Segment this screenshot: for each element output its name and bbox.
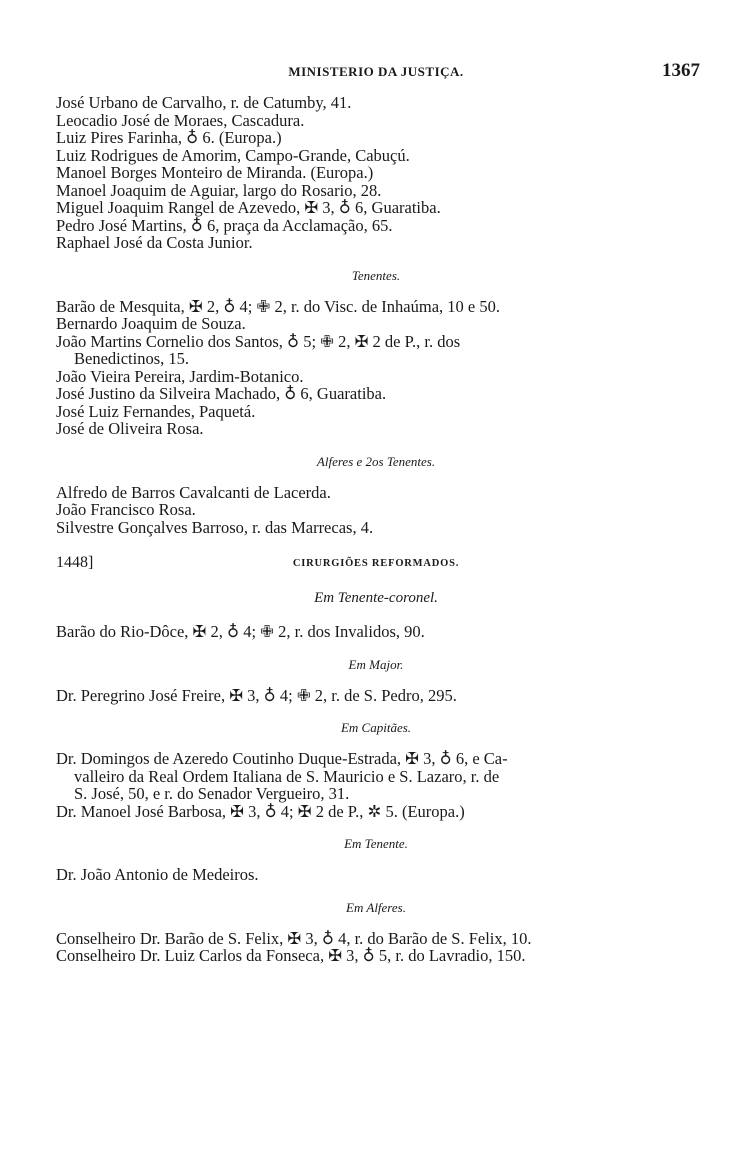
- section-heading-alferes-cirurgioes: Em Alferes.: [346, 899, 406, 915]
- list-item: Pedro José Martins, ♁ 6, praça da Acclamação, 65.: [56, 215, 393, 235]
- list-item: Dr. Domingos de Azeredo Coutinho Duque-Estrada, ✠ 3, ♁ 6, e Ca-: [56, 749, 508, 768]
- list-item: Barão do Rio-Dôce, ✠ 2, ♁ 4; ✙ 2, r. dos Invalidos, 90.: [56, 622, 425, 641]
- list-item: João Francisco Rosa.: [56, 500, 196, 519]
- section-caption: CIRURGIÕES REFORMADOS.: [292, 558, 460, 569]
- name-list-1: [56, 94, 696, 252]
- page-number: 1367: [662, 60, 700, 81]
- name-list-alferes-cirurgioes: [56, 930, 696, 965]
- list-item: Bernardo Joaquim de Souza.: [56, 314, 246, 333]
- page-header: [56, 60, 700, 94]
- list-item: Miguel Joaquim Rangel de Azevedo, ✠ 3, ♁ 6, Guaratiba.: [56, 198, 441, 217]
- section-heading-major: Em Major.: [348, 656, 404, 672]
- list-item-continuation: S. José, 50, e r. do Senador Vergueiro, 31.: [74, 784, 350, 803]
- list-item: Luiz Pires Farinha, ♁ 6. (Europa.): [56, 128, 282, 147]
- name-list-tenente-coronel: [56, 623, 696, 641]
- document-page: [56, 60, 700, 967]
- section-heading-tenente-coronel: Em Tenente-coronel.: [314, 590, 438, 606]
- list-item: Luiz Rodrigues de Amorim, Campo-Grande, Cabuçú.: [56, 145, 410, 165]
- section-separator: [56, 554, 696, 576]
- list-item: José Luiz Fernandes, Paquetá.: [56, 401, 256, 421]
- name-list-tenentes: [56, 298, 696, 438]
- section-heading-alferes: Alferes e 2os Tenentes.: [316, 453, 436, 469]
- list-item-continuation: valleiro da Real Ordem Italiana de S. Mauricio e S. Lazaro, r. de: [74, 766, 500, 786]
- name-list-capitaes: [56, 750, 696, 820]
- list-item-continuation: Benedictinos, 15.: [74, 349, 190, 368]
- list-item: Dr. Manoel José Barbosa, ✠ 3, ♁ 4; ✠ 2 de P., ✲ 5. (Europa.): [56, 801, 465, 821]
- list-item: José Urbano de Carvalho, r. de Catumby, 41.: [56, 93, 352, 112]
- list-item: José de Oliveira Rosa.: [56, 419, 204, 438]
- section-heading-tenentes: Tenentes.: [351, 267, 401, 283]
- list-item: Barão de Mesquita, ✠ 2, ♁ 4; ✙ 2, r. do Visc. de Inhaúma, 10 e 50.: [56, 296, 500, 316]
- list-item: José Justino da Silveira Machado, ♁ 6, Guaratiba.: [56, 384, 387, 403]
- list-item: Alfredo de Barros Cavalcanti de Lacerda.: [56, 482, 331, 502]
- list-item: Manoel Borges Monteiro de Miranda. (Europa.): [56, 163, 374, 182]
- list-item: João Martins Cornelio dos Santos, ♁ 5; ✙ 2, ✠ 2 de P., r. dos: [56, 331, 461, 351]
- list-item: Dr. João Antonio de Medeiros.: [56, 865, 259, 884]
- list-item: Manoel Joaquim de Aguiar, largo do Rosario, 28.: [56, 180, 382, 200]
- name-list-major: [56, 687, 696, 705]
- name-list-alferes: [56, 484, 696, 537]
- list-item: Conselheiro Dr. Luiz Carlos da Fonseca, ✠ 3, ♁ 5, r. do Lavradio, 150.: [56, 946, 526, 965]
- list-item: Dr. Peregrino José Freire, ✠ 3, ♁ 4; ✙ 2, r. de S. Pedro, 295.: [56, 685, 457, 705]
- running-title: MINISTERIO DA JUSTIÇA.: [288, 64, 464, 79]
- list-item: Leocadio José de Moraes, Cascadura.: [56, 110, 305, 130]
- section-heading-capitaes: Em Capitães.: [340, 720, 412, 735]
- list-item: João Vieira Pereira, Jardim-Botanico.: [56, 366, 304, 386]
- list-item: Silvestre Gonçalves Barroso, r. das Marrecas, 4.: [56, 517, 374, 537]
- list-item: Raphael José da Costa Junior.: [56, 233, 253, 252]
- list-item: Conselheiro Dr. Barão de S. Felix, ✠ 3, ♁ 4, r. do Barão de S. Felix, 10.: [56, 928, 532, 948]
- section-number: 1448]: [56, 554, 94, 571]
- name-list-tenente: [56, 866, 696, 884]
- section-heading-tenente: Em Tenente.: [344, 836, 408, 851]
